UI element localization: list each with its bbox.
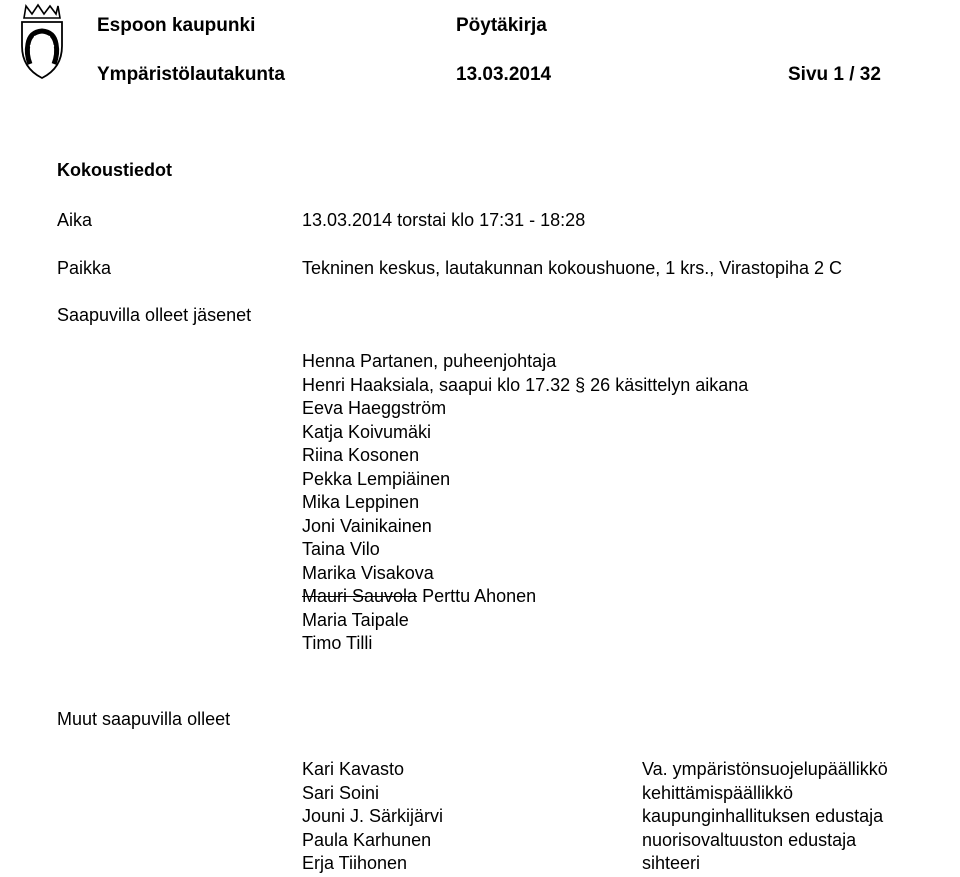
member-name: Maria Taipale [302, 609, 409, 630]
others-roles [642, 758, 888, 876]
replacement-member-name: Perttu Ahonen [422, 586, 537, 606]
header-committee: Ympäristölautakunta [97, 64, 285, 85]
member-name: Timo Tilli [302, 633, 373, 653]
other-role: nuorisovaltuuston edustaja [642, 829, 857, 850]
header-city: Espoon kaupunki [97, 15, 256, 36]
member-name: Pekka Lempiäinen [302, 468, 451, 489]
member-name: Joni Vainikainen [302, 515, 432, 536]
member-name: Eeva Haeggström [302, 398, 447, 418]
other-name: Sari Soini [302, 782, 380, 803]
member-substitution [302, 585, 748, 609]
other-role: kaupunginhallituksen edustaja [642, 806, 884, 826]
other-name: Erja Tiihonen [302, 853, 408, 873]
other-role: Va. ympäristönsuojelupäällikkö [642, 759, 888, 779]
other-name: Paula Karhunen [302, 829, 432, 850]
members-label: Saapuvilla olleet jäsenet [57, 305, 252, 325]
member-name: Mika Leppinen [302, 492, 420, 512]
member-name: Henri Haaksiala, saapui klo 17.32 § 26 käsittelyn aikana [302, 374, 749, 395]
other-name: Jouni J. Särkijärvi [302, 806, 444, 826]
members-list [302, 350, 748, 656]
section-title: Kokoustiedot [57, 160, 172, 180]
other-role: sihteeri [642, 853, 701, 873]
place-value: Tekninen keskus, lautakunnan kokoushuone, 1 krs., Virastopiha 2 C [302, 258, 842, 278]
member-name: Henna Partanen, puheenjohtaja [302, 351, 557, 371]
place-label: Paikka [57, 258, 112, 278]
member-name: Taina Vilo [302, 539, 380, 559]
others-names [302, 758, 443, 876]
others-label: Muut saapuvilla olleet [57, 709, 231, 729]
other-role: kehittämispäällikkö [642, 782, 794, 803]
time-label: Aika [57, 210, 93, 230]
member-name: Riina Kosonen [302, 445, 420, 465]
header-page-number: Sivu 1 / 32 [788, 64, 881, 85]
time-value: 13.03.2014 torstai klo 17:31 - 18:28 [302, 210, 586, 230]
espoo-coat-of-arms-icon [4, 2, 80, 80]
other-name: Kari Kavasto [302, 759, 405, 779]
header-doc-type: Pöytäkirja [456, 15, 547, 36]
member-name: Katja Koivumäki [302, 421, 432, 442]
struck-member-name: Mauri Sauvola [302, 586, 418, 606]
header-date: 13.03.2014 [456, 64, 552, 85]
member-name: Marika Visakova [302, 562, 434, 583]
